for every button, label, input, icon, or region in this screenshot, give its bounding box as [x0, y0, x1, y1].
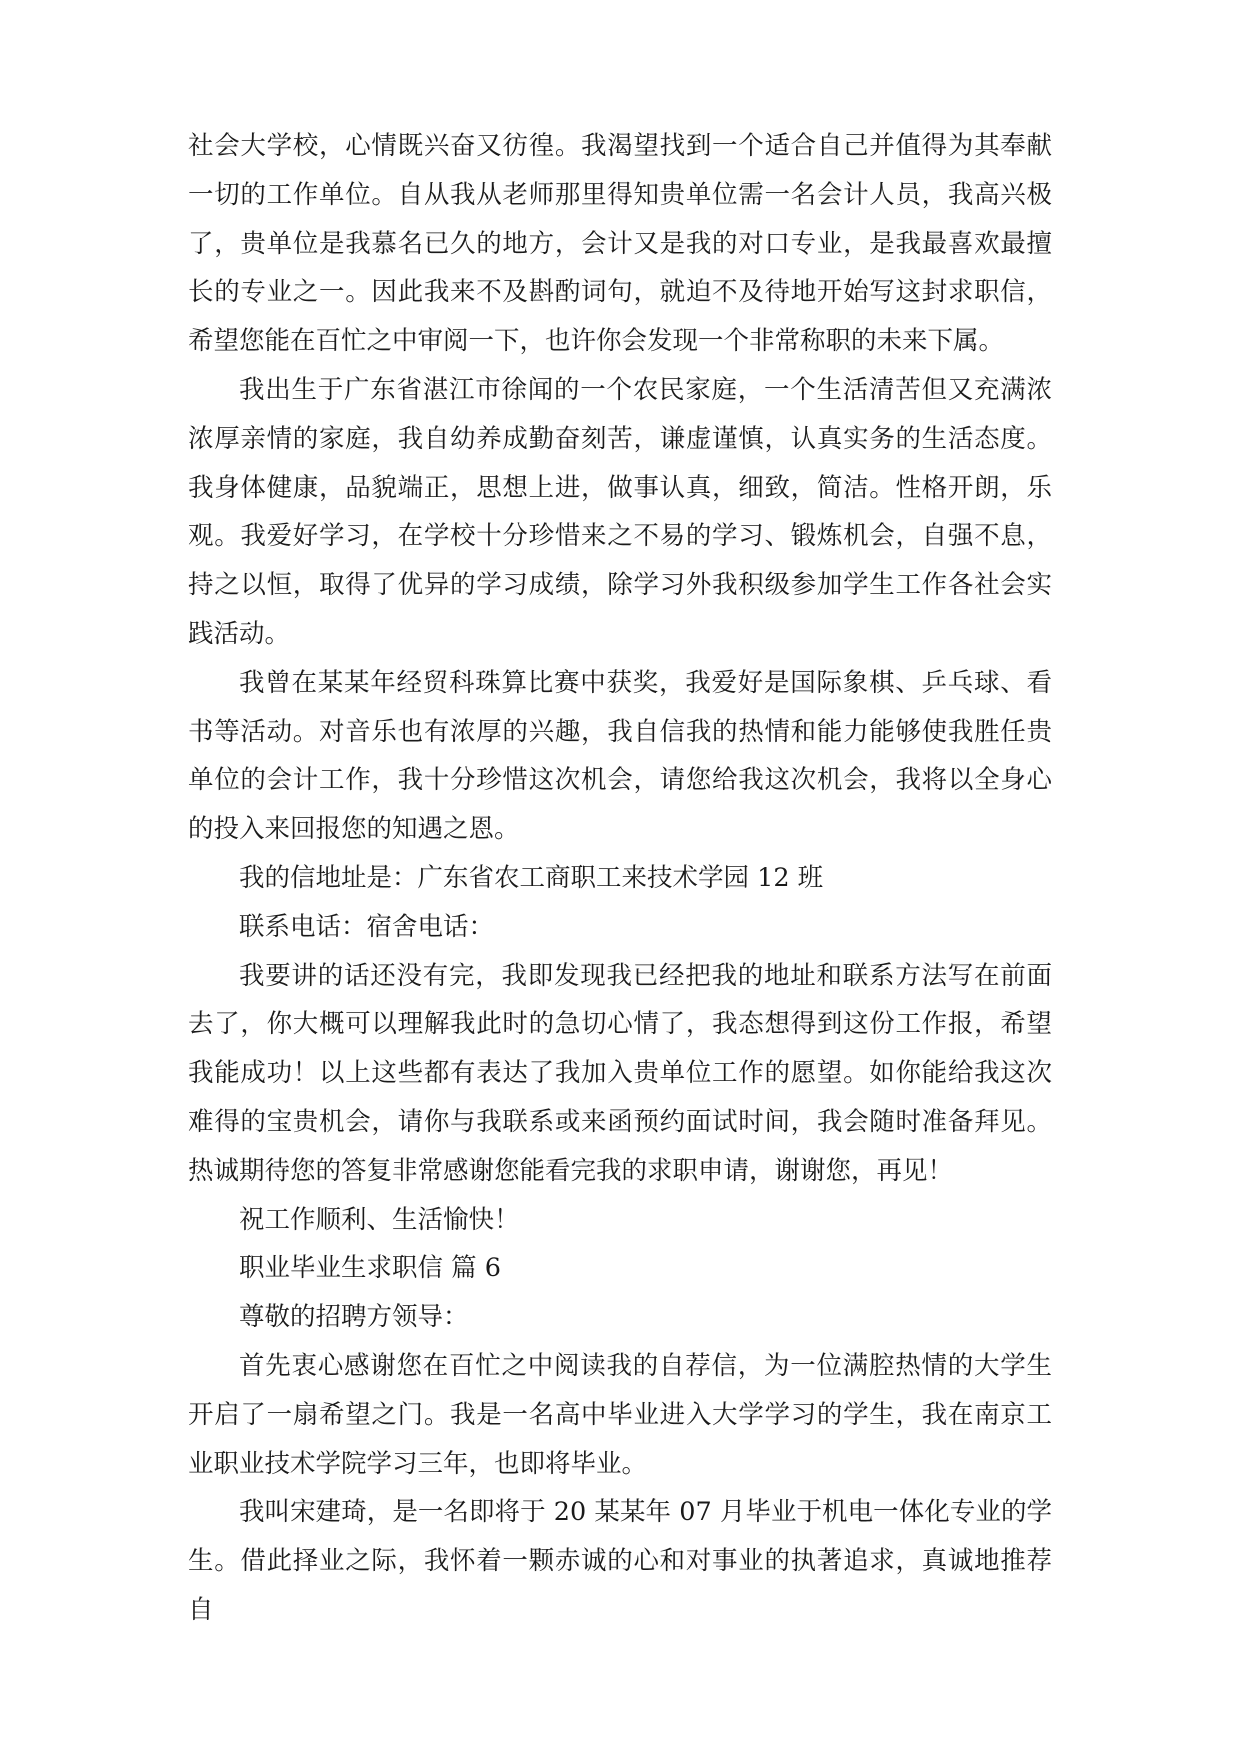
paragraph-3: 我曾在某某年经贸科珠算比赛中获奖，我爱好是国际象棋、乒乓球、看书等活动。对音乐也有浓厚的兴趣，我自信我的热情和能力能够使我胜任贵单位的会计工作，我十分珍惜这次机会，请您给我这次机会，我将以全身心的投入来回报您的知遇之恩。	[188, 667, 1052, 845]
paragraph-self: 我叫宋建琦，是一名即将于 20 某某年 07 月毕业于机电一体化专业的学生。借此择业之际，我怀着一颗赤诚的心和对事业的执著追求，真诚地推荐自	[188, 1497, 1052, 1625]
wishes-line: 祝工作顺利、生活愉快！	[239, 1204, 520, 1235]
paragraph-intro: 首先衷心感谢您在百忙之中阅读我的自荐信，为一位满腔热情的大学生开启了一扇希望之门。我是一名高中毕业进入大学学习的学生，我在南京工业职业技术学院学习三年，也即将毕业。	[188, 1350, 1052, 1479]
document-body	[188, 122, 1052, 1635]
paragraph-1: 社会大学校，心情既兴奋又彷徨。我渴望找到一个适合自己并值得为其奉献一切的工作单位。自从我从老师那里得知贵单位需一名会计人员，我高兴极了，贵单位是我慕名已久的地方，会计又是我的对口专业，是我最喜欢最擅长的专业之一。因此我来不及斟酌词句，就迫不及待地开始写这封求职信，希望您能在百忙之中审阅一下，也许你会发现一个非常称职的未来下属。	[188, 131, 1052, 357]
contact-phone: 联系电话：宿舍电话：	[239, 911, 495, 942]
paragraph-closing: 我要讲的话还没有完，我即发现我已经把我的地址和联系方法写在前面去了，你大概可以理解我此时的急切心情了，我态想得到这份工作报，希望我能成功！以上这些都有表达了我加入贵单位工作的愿望。如你能给我这次难得的宝贵机会，请你与我联系或来函预约面试时间，我会随时准备拜见。热诚期待您的答复非常感谢您能看完我的求职申请，谢谢您，再见！	[188, 960, 1052, 1186]
mailing-address: 我的信地址是：广东省农工商职工来技术学园 12 班	[239, 862, 824, 893]
salutation: 尊敬的招聘方领导：	[239, 1302, 469, 1333]
section-heading: 职业毕业生求职信 篇 6	[239, 1253, 501, 1284]
paragraph-2: 我出生于广东省湛江市徐闻的一个农民家庭，一个生活清苦但又充满浓浓厚亲情的家庭，我自幼养成勤奋刻苦，谦虚谨慎，认真实务的生活态度。我身体健康，品貌端正，思想上进，做事认真，细致，简洁。性格开朗，乐观。我爱好学习，在学校十分珍惜来之不易的学习、锻炼机会，自强不息，持之以恒，取得了优异的学习成绩，除学习外我积级参加学生工作各社会实践活动。	[188, 374, 1052, 649]
